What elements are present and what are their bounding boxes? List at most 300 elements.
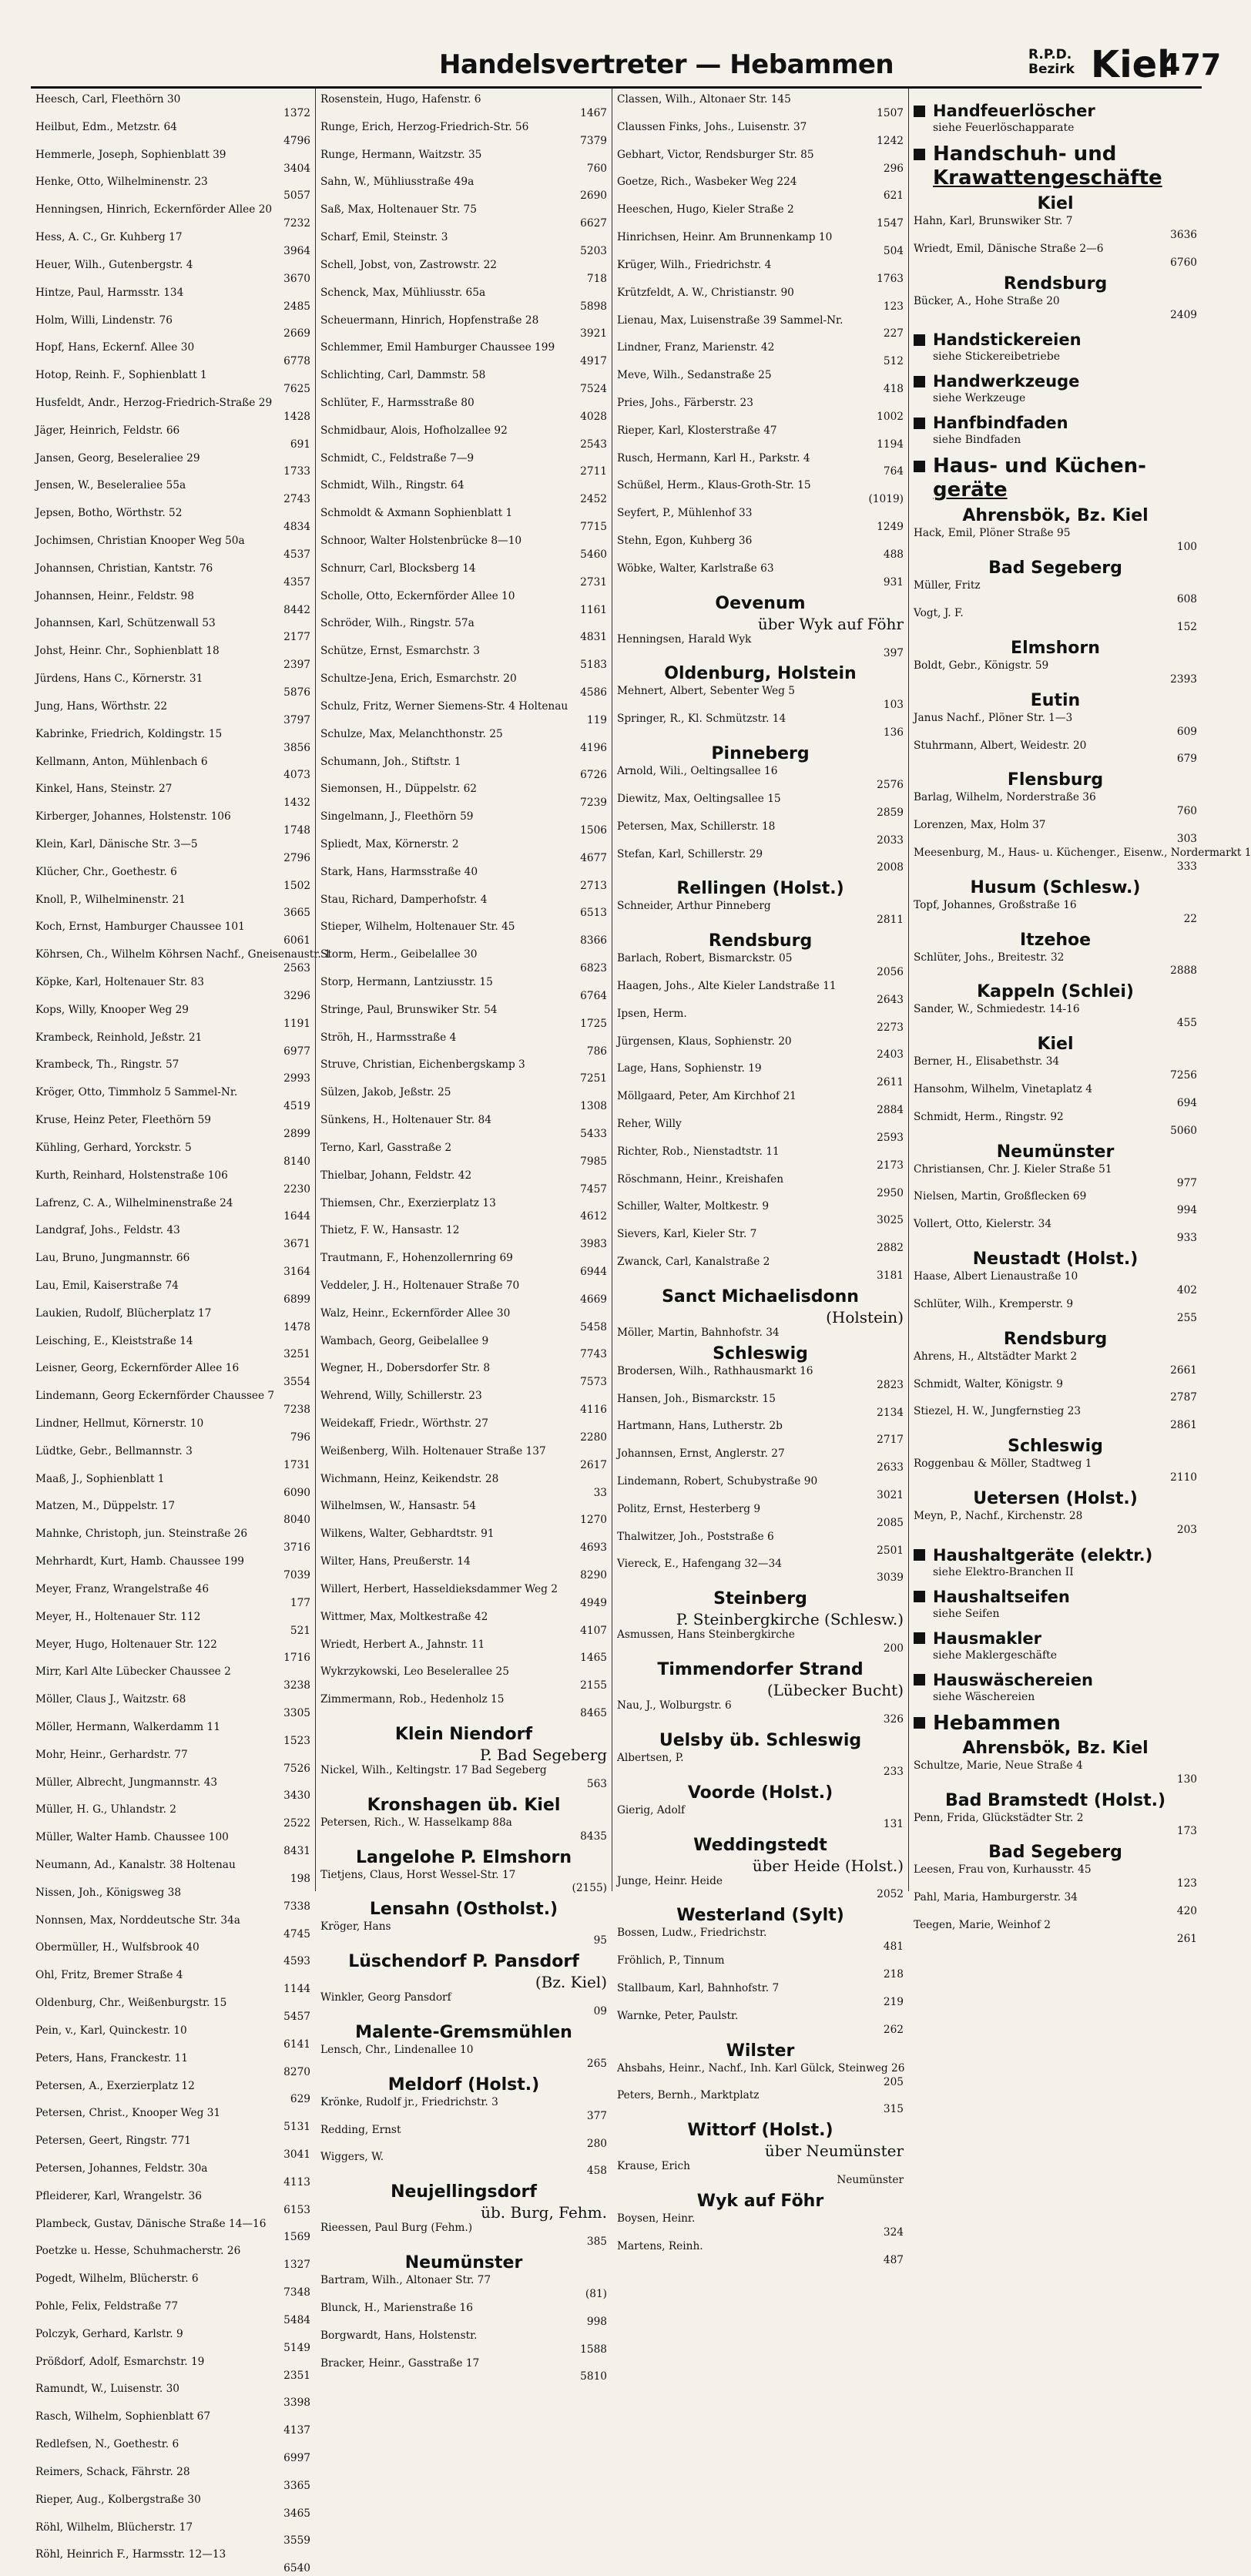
see-reference: siehe Bindfaden — [933, 434, 1021, 447]
listing-entry — [35, 728, 310, 756]
listing-entry — [320, 976, 607, 1004]
listing-name: Zimmermann, Rob., Hedenholz 15 — [320, 1693, 505, 1706]
category-label-continued: Krawattengeschäfte — [933, 166, 1162, 190]
listing-name: Müller, Albrecht, Jungmannstr. 43 — [35, 1776, 218, 1789]
listing-name: Gebhart, Victor, Rendsburger Str. 85 — [617, 148, 814, 161]
listing-entry — [617, 952, 904, 980]
listing-name: Pahl, Maria, Hamburgerstr. 34 — [914, 1891, 1078, 1904]
listing-name: Jürgensen, Klaus, Sophienstr. 20 — [617, 1035, 792, 1048]
listing-entry — [35, 1224, 310, 1252]
listing-entry — [914, 740, 1197, 767]
category-label: Haus- und Küchen- — [933, 454, 1146, 478]
listing-entry — [914, 1083, 1197, 1111]
phone-number: 1716 — [283, 1652, 310, 1665]
phone-number: 2899 — [283, 1127, 310, 1140]
listing-name: Ahrens, H., Altstädter Markt 2 — [914, 1350, 1078, 1363]
phone-number: 481 — [883, 1940, 904, 1954]
phone-number: 2861 — [1170, 1419, 1197, 1432]
listing-name: Krause, Erich — [617, 2160, 690, 2173]
phone-number: 200 — [883, 1642, 904, 1655]
listing-entry — [35, 2245, 310, 2272]
listing-name: Martens, Reinh. — [617, 2239, 703, 2252]
phone-number: 2731 — [580, 575, 607, 589]
phone-number: 4745 — [283, 1927, 310, 1940]
listing-name: Schumann, Joh., Stiftstr. 1 — [320, 755, 461, 768]
listing-entry — [35, 1280, 310, 1307]
phone-number: 931 — [883, 575, 904, 589]
listing-entry — [914, 1891, 1197, 1919]
category-heading — [914, 413, 1197, 433]
listing-entry — [35, 1058, 310, 1086]
phone-number: 8442 — [283, 603, 310, 616]
phone-number: 6944 — [580, 1266, 607, 1279]
phone-number: 3398 — [283, 2397, 310, 2410]
see-reference: siehe Elektro-Branchen II — [933, 1565, 1074, 1578]
listing-entry — [914, 899, 1197, 927]
phone-number: 3404 — [283, 162, 310, 175]
listing-entry — [320, 1869, 607, 1897]
listing-entry — [35, 948, 331, 976]
phone-number: 4196 — [580, 741, 607, 754]
listing-name: Ramundt, W., Luisenstr. 30 — [35, 2383, 179, 2396]
listing-name: Wehrend, Willy, Schillerstr. 23 — [320, 1390, 482, 1403]
listing-entry — [320, 1920, 607, 1948]
phone-number: 3238 — [283, 1679, 310, 1692]
listing-name: Schütze, Ernst, Esmarchstr. 3 — [320, 645, 480, 658]
location-heading: Kronshagen üb. Kiel — [367, 1795, 561, 1815]
listing-entry — [320, 1445, 607, 1473]
listing-entry — [617, 369, 904, 397]
listing-entry — [617, 1875, 904, 1903]
phone-number: 2717 — [877, 1434, 904, 1447]
listing-name: Hemmerle, Joseph, Sophienblatt 39 — [35, 148, 226, 161]
listing-name: Lüdtke, Gebr., Bellmannstr. 3 — [35, 1444, 193, 1457]
listing-entry — [617, 1145, 904, 1173]
category-label: Haushaltgeräte (elektr.) — [933, 1545, 1153, 1565]
listing-name: Wittmer, Max, Moltkestraße 42 — [320, 1610, 488, 1623]
location-heading: Bad Bramstedt (Holst.) — [944, 1790, 1165, 1810]
category-heading — [914, 1628, 1197, 1649]
location-heading: Wilster — [726, 2041, 795, 2061]
phone-number: 3964 — [283, 244, 310, 257]
listing-name: Topf, Johannes, Großstraße 16 — [914, 898, 1077, 911]
phone-number: 977 — [1176, 1176, 1197, 1189]
listing-entry — [35, 1611, 310, 1639]
listing-entry — [35, 2383, 310, 2410]
listing-entry — [35, 2494, 310, 2521]
listing-name: Mehrhardt, Kurt, Hamb. Chaussee 199 — [35, 1555, 244, 1568]
phone-number: 512 — [883, 355, 904, 368]
listing-name: Holm, Willi, Lindenstr. 76 — [35, 314, 173, 327]
phone-number: 6141 — [283, 2038, 310, 2051]
listing-entry — [320, 756, 607, 783]
phone-number: 4593 — [283, 1955, 310, 1968]
phone-number: 205 — [883, 2075, 904, 2088]
listing-entry — [35, 1500, 310, 1528]
listing-name: Krambeck, Reinhold, Jeßstr. 21 — [35, 1031, 203, 1044]
phone-number: 7379 — [580, 134, 607, 147]
listing-name: Wiggers, W. — [320, 2151, 384, 2164]
phone-number: 2033 — [877, 834, 904, 847]
phone-number: 998 — [586, 2315, 607, 2328]
listing-entry — [914, 1111, 1197, 1139]
phone-number: 994 — [1176, 1204, 1197, 1217]
phone-number: 131 — [883, 1817, 904, 1830]
listing-entry — [35, 2328, 310, 2356]
phone-number: 1523 — [283, 1734, 310, 1747]
phone-number: 2409 — [1170, 308, 1197, 321]
listing-entry — [320, 535, 607, 562]
phone-number: 7232 — [283, 217, 310, 230]
category-heading — [914, 143, 1197, 166]
listing-entry — [35, 314, 310, 342]
listing-name: Röschmann, Heinr., Kreishafen — [617, 1172, 784, 1186]
listing-entry — [35, 2080, 310, 2108]
location-heading: Neumünster — [404, 2253, 523, 2273]
phone-number: 2485 — [283, 300, 310, 313]
listing-name: Albertsen, P. — [617, 1751, 684, 1764]
listing-entry — [320, 894, 607, 921]
listing-entry — [617, 397, 904, 424]
listing-name: Bartram, Wilh., Altonaer Str. 77 — [320, 2274, 491, 2287]
listing-entry — [35, 1004, 310, 1031]
listing-entry — [617, 1628, 904, 1656]
phone-number: 5460 — [580, 548, 607, 561]
listing-name: Koch, Ernst, Hamburger Chaussee 101 — [35, 921, 245, 934]
listing-name: Nielsen, Martin, Großflecken 69 — [914, 1190, 1087, 1203]
listing-entry — [35, 287, 310, 314]
listing-entry — [914, 607, 1197, 635]
listing-entry — [617, 1173, 904, 1201]
listing-name: Willert, Herbert, Hasseldieksdammer Weg 2 — [320, 1582, 558, 1595]
listing-name: Junge, Heinr. Heide — [617, 1874, 723, 1887]
listing-name: Jepsen, Botho, Wörthstr. 52 — [35, 507, 183, 520]
phone-number: 488 — [883, 548, 904, 561]
listing-name: Trautmann, F., Hohenzollernring 69 — [320, 1252, 513, 1265]
phone-number: 7039 — [283, 1568, 310, 1581]
listing-name: Brodersen, Wilh., Rathhausmarkt 16 — [617, 1364, 813, 1377]
listing-name: Jensen, W., Beseleraliee 55a — [35, 479, 186, 492]
phone-number: 5149 — [283, 2341, 310, 2354]
phone-number: 7338 — [283, 1900, 310, 1913]
location-heading: Oldenburg, Holstein — [664, 664, 857, 684]
phone-number: 4677 — [580, 851, 607, 864]
listing-entry — [35, 121, 310, 149]
listing-entry — [320, 1764, 607, 1792]
listing-name: Henningsen, Harald Wyk — [617, 632, 752, 646]
listing-name: Jansen, Georg, Beseleraliee 29 — [35, 451, 200, 465]
phone-number: 09 — [593, 2005, 607, 2018]
listing-entry — [320, 507, 607, 535]
phone-number: (1019) — [868, 493, 904, 506]
location-heading: Bad Segeberg — [988, 558, 1122, 579]
phone-number: 4028 — [580, 410, 607, 423]
listing-name: Kröger, Otto, Timmholz 5 Sammel-Nr. — [35, 1086, 238, 1099]
listing-name: Schultze, Marie, Neue Straße 4 — [914, 1759, 1083, 1772]
phone-number: 4537 — [283, 548, 310, 561]
listing-name: Hotop, Reinh. F., Sophienblatt 1 — [35, 369, 207, 382]
location-subheading: (Lübecker Bucht) — [766, 1681, 904, 1700]
phone-number: 2811 — [877, 914, 904, 927]
listing-entry — [617, 341, 904, 369]
listing-entry — [35, 1914, 310, 1942]
listing-name: Ohl, Fritz, Bremer Straße 4 — [35, 1969, 183, 1982]
phone-number: 6997 — [283, 2451, 310, 2464]
phone-number: 694 — [1176, 1096, 1197, 1109]
phone-number: 5203 — [580, 244, 607, 257]
listing-name: Nonnsen, Max, Norddeutsche Str. 34a — [35, 1914, 240, 1927]
listing-name: Laukien, Rudolf, Blücherplatz 17 — [35, 1306, 212, 1320]
listing-name: Lindemann, Robert, Schubystraße 90 — [617, 1475, 818, 1488]
listing-entry — [914, 1218, 1197, 1246]
listing-entry — [35, 259, 310, 287]
listing-entry — [35, 1335, 310, 1363]
phone-number: 2690 — [580, 190, 607, 203]
listing-name: Petersen, Rich., W. Hasselkamp 88a — [320, 1816, 512, 1829]
phone-number: 8040 — [283, 1514, 310, 1527]
listing-name: Wriedt, Herbert A., Jahnstr. 11 — [320, 1638, 485, 1651]
phone-number: 280 — [586, 2137, 607, 2150]
listing-name: Jürdens, Hans C., Körnerstr. 31 — [35, 673, 203, 686]
listing-name: Meyer, Hugo, Holtenauer Str. 122 — [35, 1638, 217, 1651]
phone-number: 2403 — [877, 1048, 904, 1062]
listing-entry — [617, 2240, 904, 2268]
phone-number: 7251 — [580, 1072, 607, 1085]
listing-entry — [35, 1887, 310, 1914]
phone-number: 760 — [1176, 805, 1197, 818]
listing-entry — [320, 1031, 607, 1059]
listing-entry — [320, 1665, 607, 1693]
phone-number: 2888 — [1170, 964, 1197, 978]
listing-entry — [320, 1086, 607, 1114]
phone-number: 2611 — [877, 1076, 904, 1089]
listing-name: Barlag, Wilhelm, Norderstraße 36 — [914, 791, 1096, 804]
listing-name: Schenck, Max, Mühliusstr. 65a — [320, 286, 486, 299]
phone-number: Neumünster — [837, 2174, 904, 2187]
listing-name: Borgwardt, Hans, Holstenstr. — [320, 2329, 478, 2342]
phone-number: 2543 — [580, 438, 607, 451]
listing-entry — [320, 2124, 607, 2152]
phone-number: 1763 — [877, 272, 904, 285]
location-heading: Klein Niendorf — [394, 1724, 533, 1744]
phone-number: 8140 — [283, 1155, 310, 1168]
phone-number: 5457 — [283, 2010, 310, 2023]
location-subheading: (Bz. Kiel) — [535, 1973, 607, 1992]
listing-name: Scheuermann, Hinrich, Hopfenstraße 28 — [320, 314, 539, 327]
location-subheading: (Holstein) — [826, 1307, 904, 1327]
listing-entry — [617, 1090, 904, 1118]
phone-number: 7457 — [580, 1182, 607, 1196]
listing-name: Bossen, Ludw., Friedrichstr. — [617, 1927, 767, 1940]
listing-name: Weißenberg, Wilh. Holtenauer Straße 137 — [320, 1444, 546, 1457]
listing-entry — [320, 783, 607, 810]
phone-number: 2643 — [877, 993, 904, 1006]
listing-name: Rieessen, Paul Burg (Fehm.) — [320, 2222, 473, 2235]
listing-name: Blunck, H., Marienstraße 16 — [320, 2301, 473, 2314]
rpd-label: R.P.D. Bezirk — [1028, 47, 1075, 77]
listing-name: Thielbar, Johann, Feldstr. 42 — [320, 1169, 472, 1182]
bullet-square-icon — [914, 376, 925, 387]
listing-name: Polczyk, Gerhard, Karlstr. 9 — [35, 2327, 183, 2340]
listing-name: Pogedt, Wilhelm, Blücherstr. 6 — [35, 2272, 199, 2286]
listing-entry — [320, 1991, 607, 2019]
listing-name: Schell, Jobst, von, Zastrowstr. 22 — [320, 258, 497, 271]
listing-entry — [320, 948, 607, 976]
listing-name: Sander, W., Schmiedestr. 14-16 — [914, 1003, 1080, 1016]
listing-entry — [617, 1393, 904, 1420]
page-title: Handelsvertreter — Hebammen — [439, 49, 894, 80]
listing-name: Oldenburg, Chr., Weißenburgstr. 15 — [35, 1997, 227, 2010]
listing-entry — [617, 1228, 904, 1256]
phone-number: 2884 — [877, 1104, 904, 1117]
listing-name: Johannsen, Ernst, Anglerstr. 27 — [617, 1447, 785, 1461]
listing-entry — [320, 866, 607, 894]
listing-name: Johannsen, Christian, Kantstr. 76 — [35, 562, 213, 575]
listing-name: Henke, Otto, Wilhelminenstr. 23 — [35, 176, 208, 189]
listing-name: Goetze, Rich., Wasbeker Weg 224 — [617, 176, 797, 189]
listing-entry — [914, 1405, 1197, 1433]
phone-number: 760 — [586, 162, 607, 175]
listing-name: Mohr, Heinr., Gerhardstr. 77 — [35, 1748, 188, 1761]
listing-entry — [914, 243, 1197, 270]
listing-entry — [914, 579, 1197, 607]
phone-number: 2993 — [283, 1072, 310, 1085]
listing-name: Maaß, J., Sophienblatt 1 — [35, 1472, 165, 1485]
listing-name: Stark, Hans, Harmsstraße 40 — [320, 865, 478, 878]
phone-number: 609 — [1176, 725, 1197, 738]
location-heading: Pinneberg — [711, 744, 810, 764]
listing-name: Heeschen, Hugo, Kieler Straße 2 — [617, 203, 794, 216]
phone-number: 7625 — [283, 383, 310, 396]
listing-name: Mirr, Karl Alte Lübecker Chaussee 2 — [35, 1665, 231, 1679]
listing-name: Warnke, Peter, Paulstr. — [617, 2009, 739, 2022]
listing-entry — [320, 341, 607, 369]
listing-entry — [35, 507, 310, 535]
listing-name: Lienau, Max, Luisenstraße 39 Sammel-Nr. — [617, 314, 844, 327]
listing-name: Heesch, Carl, Fleethörn 30 — [35, 93, 181, 106]
listing-entry — [320, 838, 607, 866]
listing-entry — [35, 93, 310, 121]
listing-name: Schmidt, Herm., Ringstr. 92 — [914, 1110, 1064, 1123]
listing-entry — [320, 1197, 607, 1225]
listing-entry — [320, 149, 607, 176]
listing-name: Pohle, Felix, Feldstraße 77 — [35, 2300, 179, 2313]
listing-entry — [617, 203, 904, 231]
phone-number: 5183 — [580, 659, 607, 672]
listing-name: Husfeldt, Andr., Herzog-Friedrich-Straße 29 — [35, 396, 273, 409]
listing-name: Saß, Max, Holtenauer Str. 75 — [320, 203, 477, 216]
listing-name: Scholle, Otto, Eckernförder Allee 10 — [320, 589, 515, 602]
location-heading: Weddingstedt — [693, 1835, 827, 1855]
listing-entry — [35, 1362, 310, 1390]
listing-entry — [617, 507, 904, 535]
listing-name: Kurth, Reinhard, Holstenstraße 106 — [35, 1169, 228, 1182]
listing-name: Schlüter, Johs., Breitestr. 32 — [914, 951, 1065, 964]
listing-name: Schulze, Max, Melanchthonstr. 25 — [320, 727, 503, 740]
listing-entry — [35, 2466, 310, 2494]
phone-number: 136 — [883, 726, 904, 740]
listing-name: Poetzke u. Hesse, Schuhmacherstr. 26 — [35, 2245, 241, 2258]
phone-number: 1588 — [580, 2343, 607, 2356]
phone-number: 3430 — [283, 1789, 310, 1803]
listing-name: Bracker, Heinr., Gasstraße 17 — [320, 2356, 480, 2370]
listing-name: Schiller, Walter, Moltkestr. 9 — [617, 1200, 770, 1213]
listing-name: Veddeler, J. H., Holtenauer Straße 70 — [320, 1279, 520, 1292]
listing-name: Haagen, Johs., Alte Kieler Landstraße 11 — [617, 979, 837, 992]
phone-number: 1194 — [877, 438, 904, 451]
phone-number: 5060 — [1170, 1124, 1197, 1137]
listing-entry — [35, 1859, 310, 1887]
phone-number: 5898 — [580, 300, 607, 313]
phone-number: 95 — [593, 1934, 607, 1947]
listing-entry — [914, 1055, 1197, 1083]
listing-entry — [617, 1365, 904, 1393]
listing-entry — [320, 1224, 607, 1252]
phone-number: 303 — [1176, 833, 1197, 846]
listing-name: Ipsen, Herm. — [617, 1007, 687, 1020]
listing-entry — [617, 479, 904, 507]
listing-name: Lau, Emil, Kaiserstraße 74 — [35, 1279, 179, 1292]
phone-number: 4357 — [283, 575, 310, 589]
phone-number: 6899 — [283, 1293, 310, 1306]
listing-name: Wilkens, Walter, Gebhardtstr. 91 — [320, 1528, 495, 1541]
phone-number: 4949 — [580, 1596, 607, 1609]
phone-number: 1731 — [283, 1458, 310, 1471]
listing-entry — [320, 921, 607, 948]
phone-number: 7985 — [580, 1155, 607, 1168]
listing-entry — [35, 2024, 310, 2052]
phone-number: 2110 — [1170, 1471, 1197, 1484]
listing-entry — [320, 424, 607, 452]
phone-number: 1644 — [283, 1210, 310, 1223]
location-heading: Ahrensbök, Bz. Kiel — [962, 506, 1149, 526]
listing-name: Sünkens, H., Holtenauer Str. 84 — [320, 1114, 491, 1127]
location-heading: Neumünster — [996, 1142, 1115, 1162]
listing-entry — [35, 2438, 310, 2466]
listing-entry — [35, 2272, 310, 2300]
listing-entry — [35, 894, 310, 921]
phone-number: 177 — [290, 1596, 310, 1609]
listing-entry — [35, 2190, 310, 2218]
phone-number: 7524 — [580, 383, 607, 396]
phone-number: 6513 — [580, 907, 607, 920]
listing-name: Krambeck, Th., Ringstr. 57 — [35, 1058, 179, 1072]
column-4 — [909, 89, 1251, 1945]
phone-number: 2008 — [877, 861, 904, 874]
phone-number: 1428 — [283, 410, 310, 423]
listing-name: Möller, Martin, Bahnhofstr. 34 — [617, 1326, 780, 1339]
listing-name: Storp, Hermann, Lantziusstr. 15 — [320, 976, 493, 988]
listing-name: Stiezel, H. W., Jungfernstieg 23 — [914, 1405, 1082, 1418]
phone-number: 764 — [883, 465, 904, 478]
listing-entry — [617, 2062, 904, 2090]
listing-name: Lindner, Franz, Marienstr. 42 — [617, 341, 775, 354]
listing-name: Wilhelmsen, W., Hansastr. 54 — [320, 1500, 477, 1513]
listing-name: Kirberger, Johannes, Holstenstr. 106 — [35, 810, 231, 823]
listing-entry — [35, 617, 310, 645]
listing-entry — [320, 1114, 607, 1142]
listing-entry — [35, 2300, 310, 2328]
listing-entry — [320, 673, 607, 700]
listing-name: Springer, R., Kl. Schmützstr. 14 — [617, 713, 786, 726]
listing-entry — [914, 819, 1197, 847]
listing-name: Weidekaff, Friedr., Wörthstr. 27 — [320, 1417, 488, 1430]
listing-name: Lensch, Chr., Lindenallee 10 — [320, 2044, 474, 2056]
phone-number: 315 — [883, 2103, 904, 2116]
listing-name: Jung, Hans, Wörthstr. 22 — [35, 699, 168, 713]
phone-number: 3025 — [877, 1214, 904, 1227]
listing-name: Berner, H., Elisabethstr. 34 — [914, 1055, 1060, 1068]
